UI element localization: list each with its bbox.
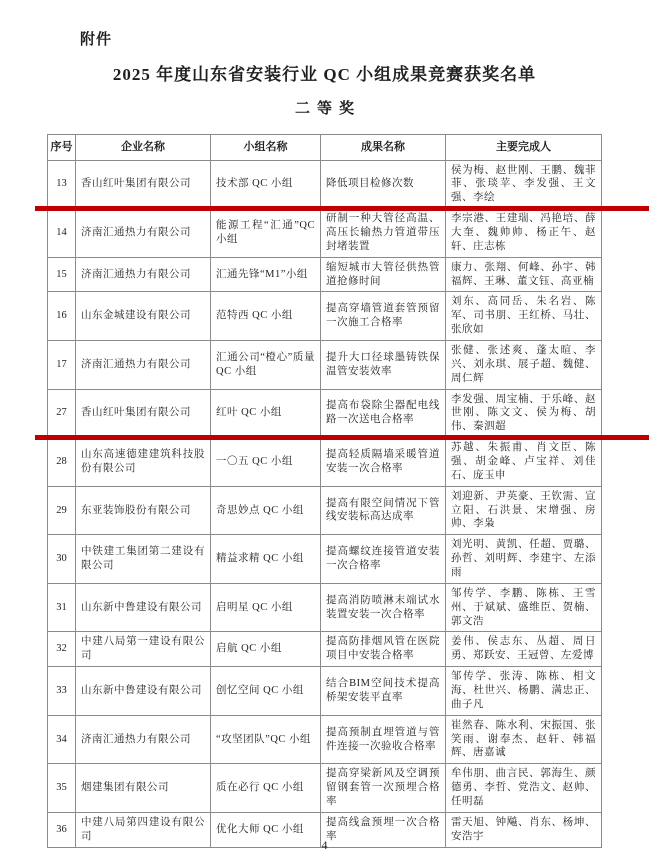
result-name-cell: 提高消防喷淋末端试水装置安装一次合格率 — [321, 583, 446, 632]
group-name-cell: 能源工程“汇通”QC 小组 — [211, 209, 321, 258]
table-row — [48, 535, 602, 584]
column-header-group: 小组名称 — [211, 135, 321, 161]
page-number: 4 — [321, 838, 328, 852]
company-name-cell: 济南汇通热力有限公司 — [76, 340, 211, 389]
result-name-cell: 提高轻质隔墙采暖管道安装一次合格率 — [321, 438, 446, 487]
table-row — [48, 632, 602, 667]
company-name-cell: 中建八局第一建设有限公司 — [76, 632, 211, 667]
members-cell: 牟伟朋、曲言民、郭海生、颜德勇、李哲、党浩文、赵帅、任明磊 — [446, 764, 602, 813]
row-no-cell: 34 — [48, 715, 76, 764]
company-name-cell: 济南汇通热力有限公司 — [76, 209, 211, 258]
group-name-cell: 范特西 QC 小组 — [211, 292, 321, 341]
group-name-cell: 一〇五 QC 小组 — [211, 438, 321, 487]
table-row — [48, 257, 602, 292]
row-no-cell: 30 — [48, 535, 76, 584]
members-cell: 雷天旭、钟飚、肖东、杨坤、安浩宇 — [446, 812, 602, 847]
row-no-cell: 33 — [48, 667, 76, 716]
result-name-cell: 提升大口径球墨铸铁保温管安装效率 — [321, 340, 446, 389]
group-name-cell: 优化大师 QC 小组 — [211, 812, 321, 847]
red-underline — [35, 206, 649, 211]
company-name-cell: 东亚装饰股份有限公司 — [76, 486, 211, 535]
table-row — [48, 209, 602, 258]
group-name-cell: 质在必行 QC 小组 — [211, 764, 321, 813]
result-name-cell: 缩短城市大管径供热管道抢修时间 — [321, 257, 446, 292]
row-no-cell: 13 — [48, 160, 76, 209]
company-name-cell: 山东金城建设有限公司 — [76, 292, 211, 341]
result-name-cell: 提高线盒预埋一次合格率 — [321, 812, 446, 847]
members-cell: 康力、张翔、何峰、孙宇、韩福辉、王琳、董文钰、高亚楠 — [446, 257, 602, 292]
table-row — [48, 438, 602, 487]
row-no-cell: 28 — [48, 438, 76, 487]
column-header-members: 主要完成人 — [446, 135, 602, 161]
prize-tier-subtitle: 二等奖 — [294, 101, 361, 117]
result-name-cell: 提高穿墙管道套管预留一次施工合格率 — [321, 292, 446, 341]
table-row — [48, 715, 602, 764]
column-header-company: 企业名称 — [76, 135, 211, 161]
group-name-cell: 启明星 QC 小组 — [211, 583, 321, 632]
column-header-no: 序号 — [48, 135, 76, 161]
table-row — [48, 583, 602, 632]
table-row — [48, 764, 602, 813]
row-no-cell: 31 — [48, 583, 76, 632]
group-name-cell: 启航 QC 小组 — [211, 632, 321, 667]
row-no-cell: 29 — [48, 486, 76, 535]
result-name-cell: 提高布袋除尘器配电线路一次送电合格率 — [321, 389, 446, 438]
row-no-cell: 27 — [48, 389, 76, 438]
result-name-cell: 结合BIM空间技术提高桥架安装平直率 — [321, 667, 446, 716]
row-no-cell: 15 — [48, 257, 76, 292]
column-header-result: 成果名称 — [321, 135, 446, 161]
members-cell: 邹传学、李鹏、陈栋、王雪州、于斌斌、盛维臣、贺楠、郭文浩 — [446, 583, 602, 632]
table-row — [48, 340, 602, 389]
result-name-cell: 研制一种大管径高温、高压长输热力管道带压封堵装置 — [321, 209, 446, 258]
row-no-cell: 17 — [48, 340, 76, 389]
company-name-cell: 中建八局第四建设有限公司 — [76, 812, 211, 847]
members-cell: 姜伟、侯志东、丛超、周日勇、郑跃安、王冠曾、左爱博 — [446, 632, 602, 667]
page-title: 2025 年度山东省安装行业 QC 小组成果竞赛获奖名单 — [112, 65, 537, 84]
company-name-cell: 山东新中鲁建设有限公司 — [76, 583, 211, 632]
members-cell: 崔然春、陈水利、宋振国、张笑雨、谢奉杰、赵轩、韩福辉、唐嘉诚 — [446, 715, 602, 764]
result-name-cell: 提高螺纹连接管道安装一次合格率 — [321, 535, 446, 584]
company-name-cell: 中铁建工集团第二建设有限公司 — [76, 535, 211, 584]
red-underline — [35, 435, 649, 440]
row-no-cell: 35 — [48, 764, 76, 813]
group-name-cell: 奇思妙点 QC 小组 — [211, 486, 321, 535]
table-header-row — [48, 135, 602, 161]
members-cell: 刘东、高同岳、朱名岩、陈军、司书朋、王红桥、马壮、张欣如 — [446, 292, 602, 341]
group-name-cell: “攻坚团队”QC 小组 — [211, 715, 321, 764]
result-name-cell: 提高预制直埋管道与管件连接一次验收合格率 — [321, 715, 446, 764]
table-row — [48, 486, 602, 535]
members-cell: 刘光明、黄凯、任超、贾璐、孙哲、刘明辉、李建宇、左添雨 — [446, 535, 602, 584]
row-no-cell: 14 — [48, 209, 76, 258]
group-name-cell: 精益求精 QC 小组 — [211, 535, 321, 584]
members-cell: 李宗港、王建瑞、冯艳培、薛大奎、魏帅帅、杨正午、赵轩、庄志栋 — [446, 209, 602, 258]
members-cell: 李发强、周宝楠、于乐峰、赵世刚、陈文文、侯为梅、胡伟、秦泗超 — [446, 389, 602, 438]
result-name-cell: 提高防排烟风管在医院项目中安装合格率 — [321, 632, 446, 667]
members-cell: 张健、张述爽、蓬太暄、李兴、刘永琪、展子超、魏健、周仁辉 — [446, 340, 602, 389]
group-name-cell: 汇通先锋“M1”小组 — [211, 257, 321, 292]
members-cell: 侯为梅、赵世刚、王鹏、魏菲菲、张琰苹、李发强、王文强、李绘 — [446, 160, 602, 209]
members-cell: 苏越、朱振甫、肖文臣、陈强、胡金峰、卢宝祥、刘佳石、庞玉申 — [446, 438, 602, 487]
company-name-cell: 山东新中鲁建设有限公司 — [76, 667, 211, 716]
result-name-cell: 提高穿梁新风及空调预留钢套管一次预埋合格率 — [321, 764, 446, 813]
company-name-cell: 香山红叶集团有限公司 — [76, 160, 211, 209]
table-row — [48, 389, 602, 438]
row-no-cell: 32 — [48, 632, 76, 667]
company-name-cell: 济南汇通热力有限公司 — [76, 715, 211, 764]
table-row — [48, 160, 602, 209]
members-cell: 刘迎新、尹英豪、王钦需、宣立阳、石洪景、宋增强、房帅、李枭 — [446, 486, 602, 535]
table-row — [48, 292, 602, 341]
company-name-cell: 山东高速德建建筑科技股份有限公司 — [76, 438, 211, 487]
group-name-cell: 汇通公司“橙心”质量 QC 小组 — [211, 340, 321, 389]
company-name-cell: 香山红叶集团有限公司 — [76, 389, 211, 438]
table-row — [48, 667, 602, 716]
company-name-cell: 烟建集团有限公司 — [76, 764, 211, 813]
group-name-cell: 红叶 QC 小组 — [211, 389, 321, 438]
table-body — [48, 160, 602, 847]
attachment-label: 附件 — [80, 32, 113, 48]
row-no-cell: 36 — [48, 812, 76, 847]
table-header — [48, 135, 602, 161]
group-name-cell: 创忆空间 QC 小组 — [211, 667, 321, 716]
group-name-cell: 技术部 QC 小组 — [211, 160, 321, 209]
result-name-cell: 降低项目检修次数 — [321, 160, 446, 209]
row-no-cell: 16 — [48, 292, 76, 341]
award-table — [47, 134, 602, 848]
result-name-cell: 提高有限空间情况下管线安装标高达成率 — [321, 486, 446, 535]
members-cell: 邹传学、张涛、陈栋、相文海、杜世兴、杨鹏、满忠正、曲子凡 — [446, 667, 602, 716]
company-name-cell: 济南汇通热力有限公司 — [76, 257, 211, 292]
